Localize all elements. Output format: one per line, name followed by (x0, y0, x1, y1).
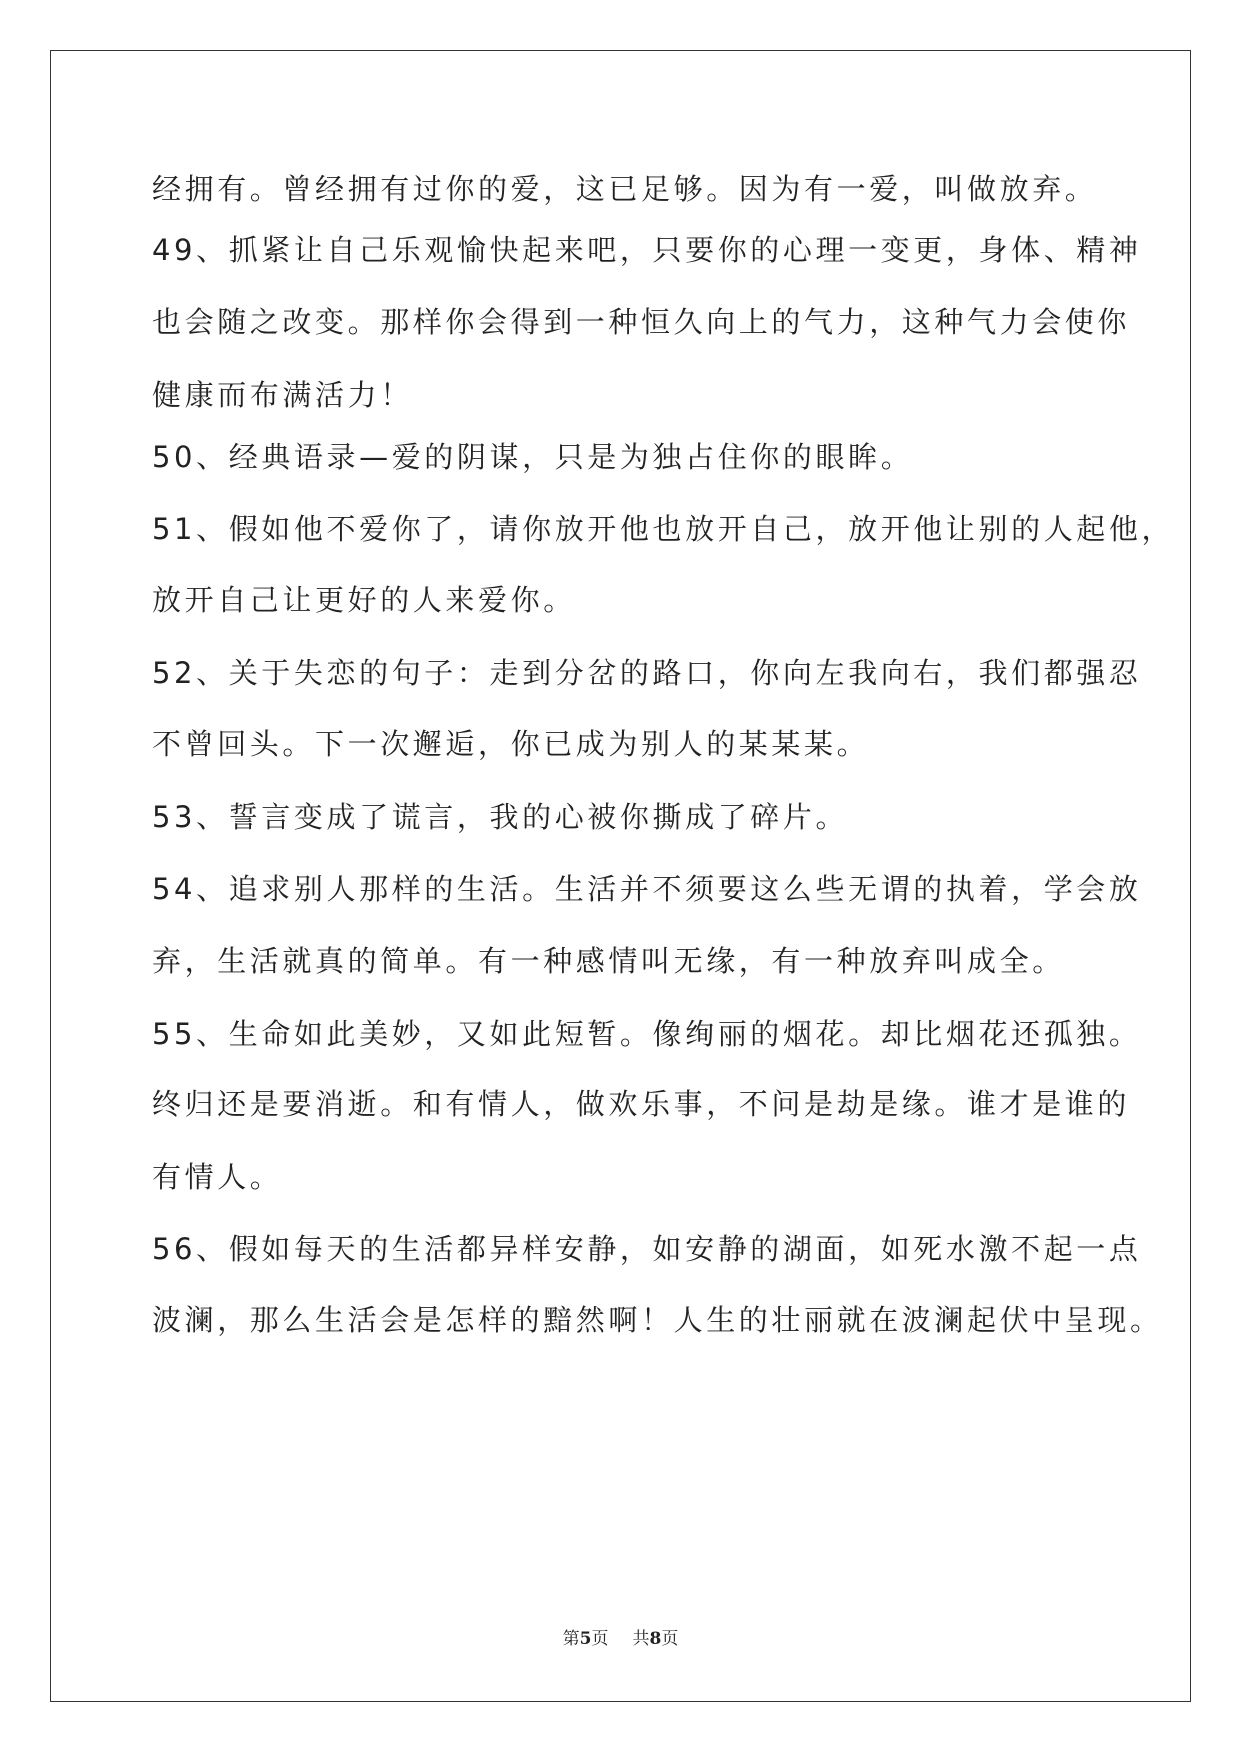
text-line: 放开自己让更好的人来爱你。 (152, 583, 576, 617)
text-line: 不曾回头。下一次邂逅，你已成为别人的某某某。 (152, 727, 870, 761)
text-line: 也会随之改变。那样你会得到一种恒久向上的气力，这种气力会使你 (152, 305, 1131, 339)
text-line: 经拥有。曾经拥有过你的爱，这已足够。因为有一爱，叫做放弃。 (152, 172, 1098, 206)
page-footer (0, 1627, 1241, 1651)
total-suffix: 页 (661, 1629, 679, 1649)
page-total: 8 (649, 1629, 662, 1649)
text-line: 50、经典语录—爱的阴谋，只是为独占住你的眼眸。 (152, 440, 914, 474)
text-line: 有情人。 (152, 1160, 283, 1194)
text-line: 55、生命如此美妙，又如此短暂。像绚丽的烟花。却比烟花还孤独。 (152, 1017, 1142, 1051)
page-current: 5 (579, 1629, 592, 1649)
text-line: 56、假如每天的生活都异样安静，如安静的湖面，如死水激不起一点 (152, 1232, 1142, 1266)
page-suffix: 页 (591, 1629, 609, 1649)
page-prefix: 第 (562, 1629, 580, 1649)
text-line: 波澜，那么生活会是怎样的黯然啊！人生的壮丽就在波澜起伏中呈现。 (152, 1303, 1163, 1337)
total-prefix: 共 (632, 1629, 650, 1649)
text-line: 54、追求别人那样的生活。生活并不须要这么些无谓的执着，学会放 (152, 872, 1142, 906)
text-line: 53、誓言变成了谎言，我的心被你撕成了碎片。 (152, 800, 849, 834)
text-line: 52、关于失恋的句子：走到分岔的路口，你向左我向右，我们都强忍 (152, 656, 1142, 690)
text-line: 健康而布满活力！ (152, 378, 413, 412)
text-line: 49、抓紧让自己乐观愉快起来吧，只要你的心理一变更，身体、精神 (152, 233, 1142, 267)
text-line: 弃，生活就真的简单。有一种感情叫无缘，有一种放弃叫成全。 (152, 944, 1065, 978)
text-line: 51、假如他不爱你了，请你放开他也放开自己，放开他让别的人起他， (152, 512, 1175, 546)
text-line: 终归还是要消逝。和有情人，做欢乐事，不问是劫是缘。谁才是谁的 (152, 1087, 1131, 1121)
